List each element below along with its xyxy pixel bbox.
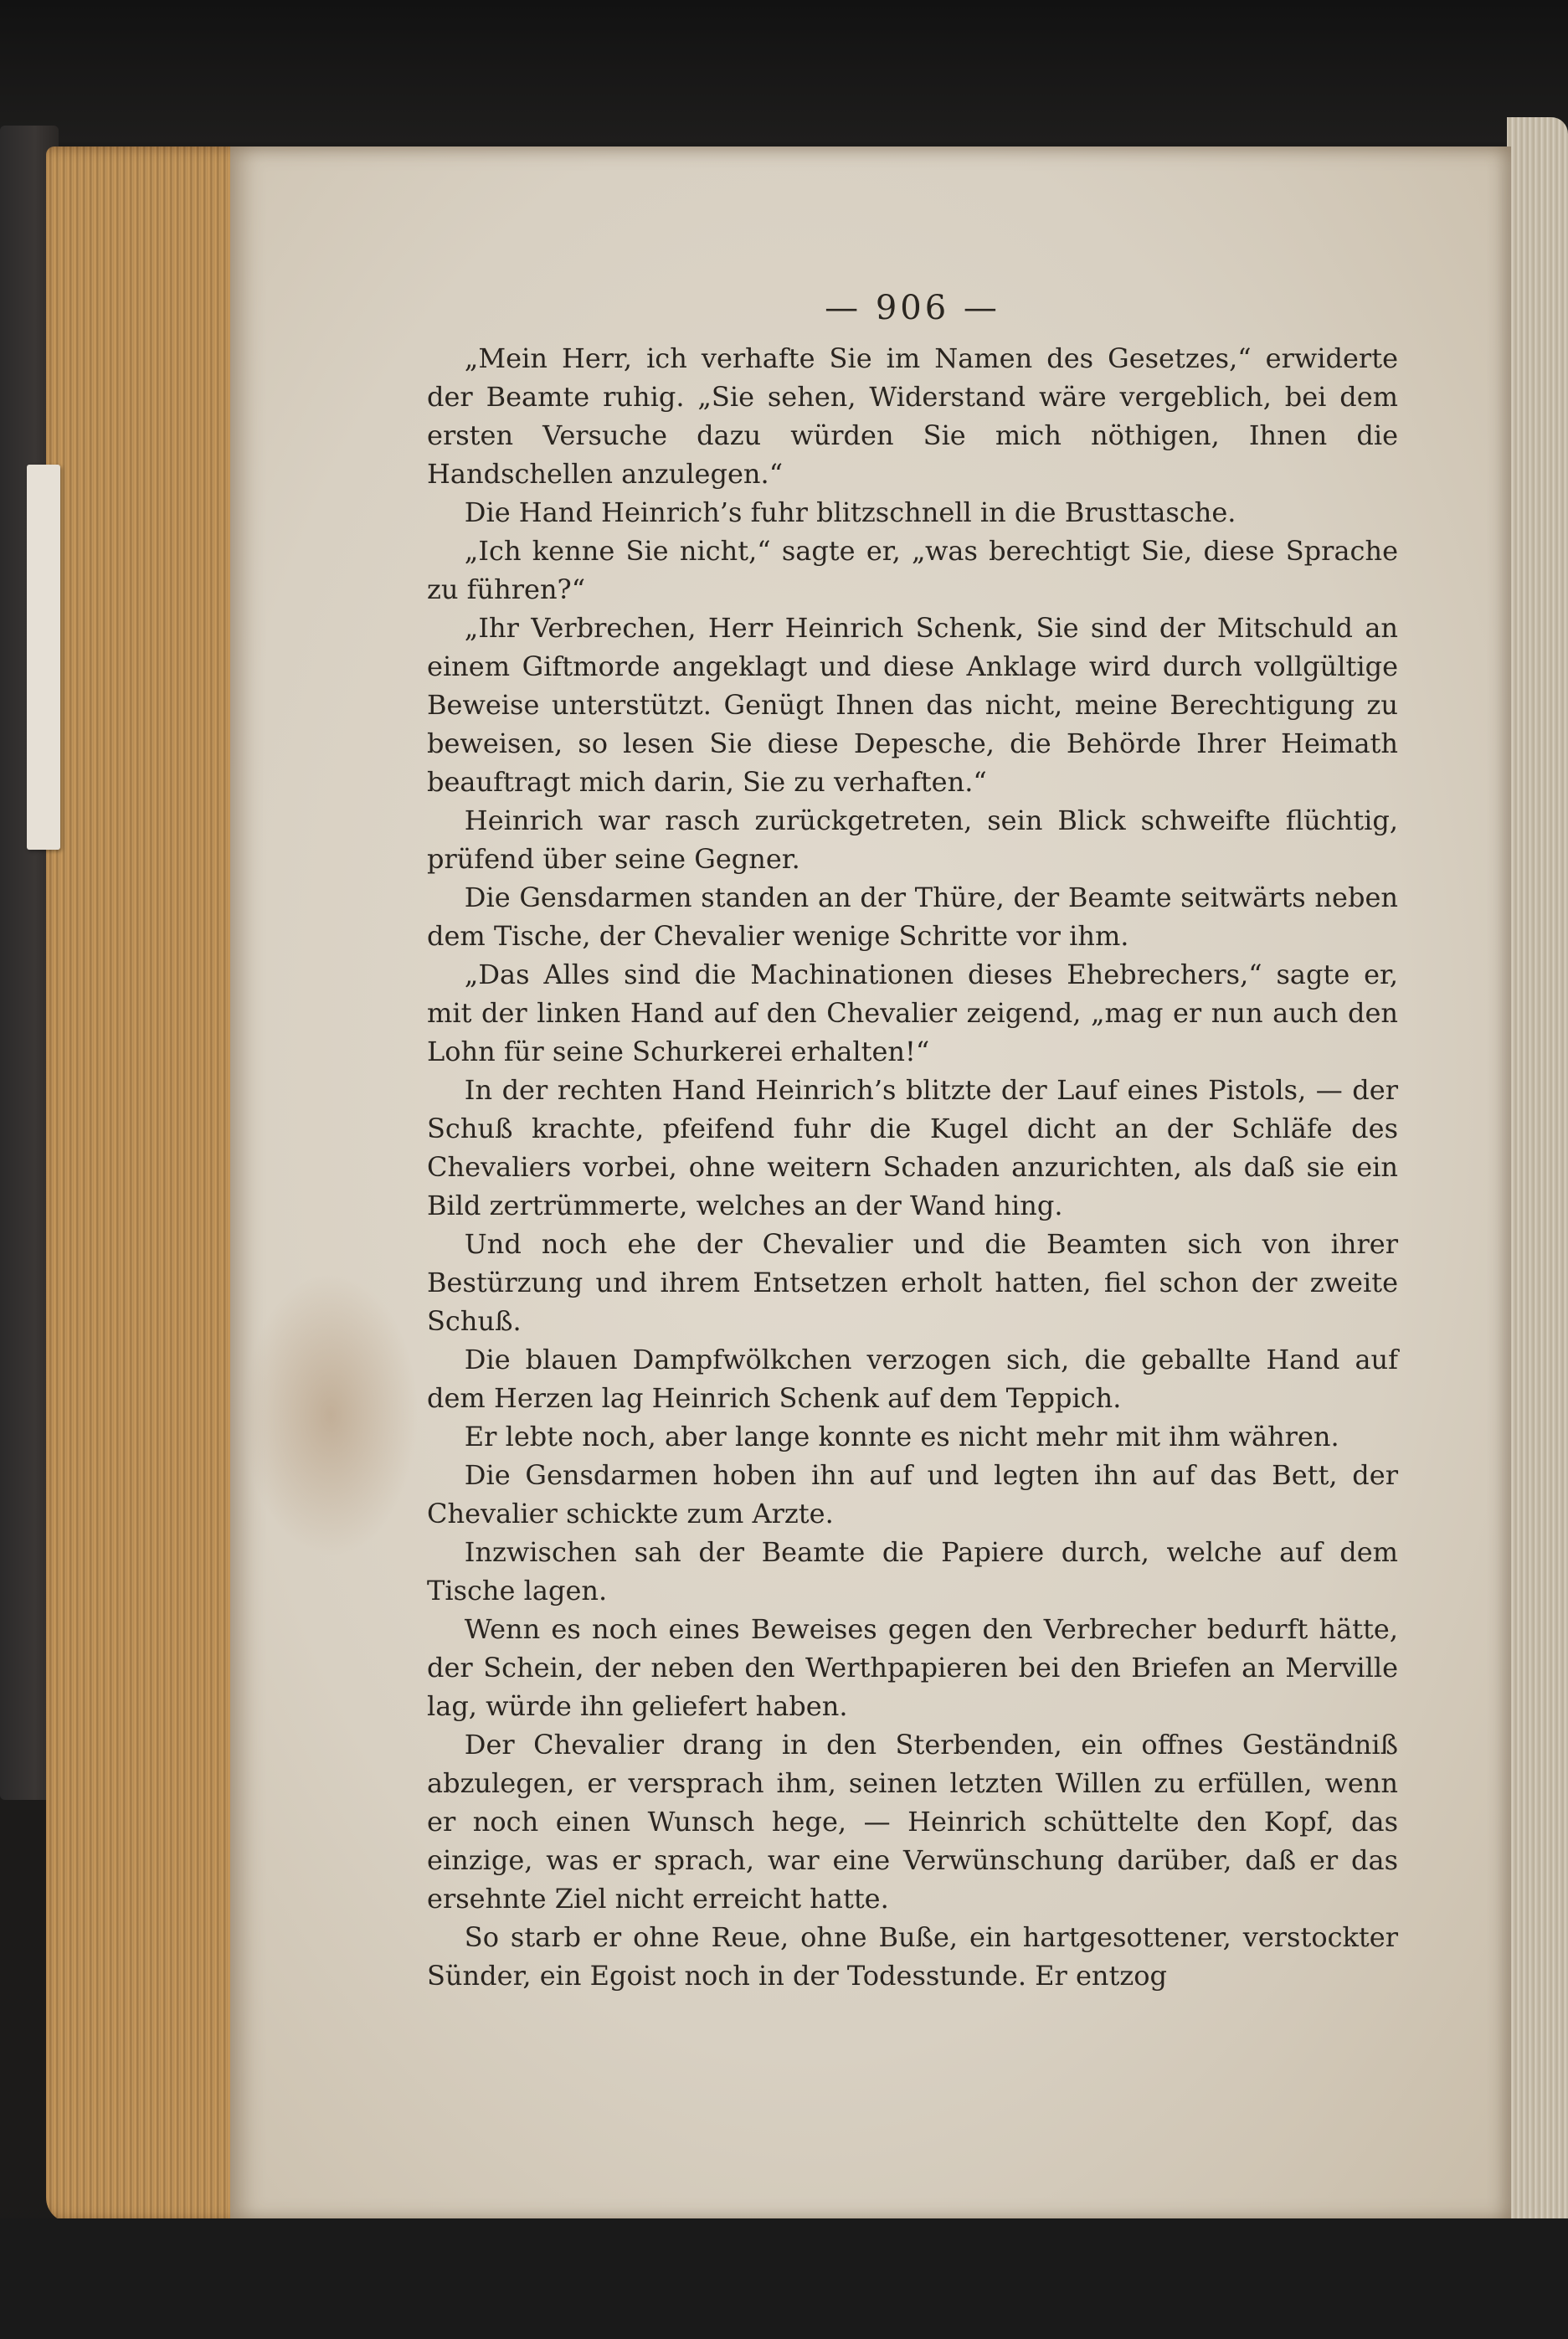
facing-page-edges: [1507, 117, 1568, 2235]
paragraph: Die blauen Dampfwölkchen verzogen sich, die geballte Hand auf dem Herzen lag Heinrich Schenk auf dem Teppich.: [427, 1344, 1398, 1414]
page-stain: [243, 1272, 419, 1557]
paragraph: „Ich kenne Sie nicht,“ sagte er, „was berechtigt Sie, diese Sprache zu führen?“: [427, 535, 1398, 605]
bookmark-strip: [27, 465, 60, 850]
paragraph: In der rechten Hand Heinrich’s blitzte der Lauf eines Pistols, — der Schuß krachte, pfeifend fuhr die Kugel dicht an der Schläfe des Chevaliers vorbei, ohne weitern Schaden anzurichten, als daß sie ein Bild zertrümmerte, welches an der Wand hing.: [427, 1074, 1398, 1221]
paragraph: Er lebte noch, aber lange konnte es nicht mehr mit ihm währen.: [464, 1421, 1339, 1452]
paragraph: Der Chevalier drang in den Sterbenden, ein offnes Geständniß abzulegen, er versprach ihm, seinen letzten Willen zu erfüllen, wenn er noch einen Wunsch hege, — Heinrich schüttelte den Kopf, das einzige, was er sprach, war eine Verwünschung darüber, daß er das ersehnte Ziel nicht erreicht hatte.: [427, 1729, 1398, 1915]
paragraph: „Mein Herr, ich verhafte Sie im Namen des Gesetzes,“ erwiderte der Beamte ruhig. „Sie sehen, Widerstand wäre vergeblich, bei dem ersten Versuche dazu würden Sie mich nöthigen, Ihnen die Handschellen anzulegen.“: [427, 342, 1398, 490]
background-top: [0, 0, 1568, 142]
paragraph: Die Gensdarmen standen an der Thüre, der Beamte seitwärts neben dem Tische, der Chevalier wenige Schritte vor ihm.: [427, 882, 1398, 952]
paragraph: Wenn es noch eines Beweises gegen den Verbrecher bedurft hätte, der Schein, der neben den Werthpapieren bei den Briefen an Merville lag, würde ihn geliefert haben.: [427, 1613, 1398, 1722]
text-body: [427, 339, 1398, 1995]
paragraph: So starb er ohne Reue, ohne Buße, ein hartgesottener, verstockter Sünder, ein Egoist noch in der Todesstunde. Er entzog: [427, 1921, 1398, 1992]
paragraph: Inzwischen sah der Beamte die Papiere durch, welche auf dem Tische lagen.: [427, 1536, 1398, 1606]
paragraph: Heinrich war rasch zurückgetreten, sein Blick schweifte flüchtig, prüfend über seine Gegner.: [427, 805, 1398, 875]
paragraph: Die Hand Heinrich’s fuhr blitzschnell in die Brusttasche.: [464, 496, 1236, 528]
paragraph: „Ihr Verbrechen, Herr Heinrich Schenk, Sie sind der Mitschuld an einem Giftmorde angeklagt und diese Anklage wird durch vollgültige Beweise unterstützt. Genügt Ihnen das nicht, meine Berechtigung zu beweisen, so lesen Sie diese Depesche, die Behörde Ihrer Heimath beauftragt mich darin, Sie zu verhaften.“: [427, 612, 1398, 798]
paragraph: Die Gensdarmen hoben ihn auf und legten ihn auf das Bett, der Chevalier schickte zum Arzte.: [427, 1459, 1398, 1529]
background-bottom: [0, 2218, 1568, 2339]
page-edges-left: [46, 147, 255, 2223]
page-number: — 906 —: [825, 289, 1000, 327]
paragraph: Und noch ehe der Chevalier und die Beamten sich von ihrer Bestürzung und ihrem Entsetzen erholt hatten, fiel schon der zweite Schuß.: [427, 1228, 1398, 1337]
paragraph: „Das Alles sind die Machinationen dieses Ehebrechers,“ sagte er, mit der linken Hand auf den Chevalier zeigend, „mag er nun auch den Lohn für seine Schurkerei erhalten!“: [427, 959, 1398, 1067]
